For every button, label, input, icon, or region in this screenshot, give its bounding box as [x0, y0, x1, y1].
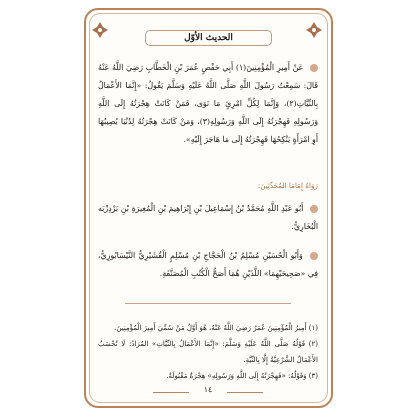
decorative-ornament-left-icon	[91, 21, 109, 39]
footnotes-section	[98, 320, 318, 384]
page-number: ١٤	[193, 385, 223, 394]
footnote-1: (١) أَمِيرُ الْمُؤْمِنِينَ عُمَرُ رَضِيَ اللَّهُ عَنْهُ، هُوَ أَوَّلُ مَنْ سُمِّيَ أَمِيرَ الْمُؤْمِنِينَ.	[114, 324, 318, 332]
decorative-ornament-right-icon	[305, 21, 323, 39]
narrator-1-text: أَبُو عَبْدِ اللَّهِ مُحَمَّدُ بْنُ إِسْمَاعِيلَ بْنِ إِبْرَاهِيمَ بْنِ الْمُغِيرَةِ بْنِ بَرْدِزْبَه الْبُخَارِيُّ.	[98, 204, 318, 231]
narrator-2-text: وَأَبُو الْحُسَيْنِ مُسْلِمُ بْنُ الْحَجَّاجِ بْنِ مُسْلِمٍ الْقُشَيْرِيُّ النَّيْسَابُورِيُّ، فِي «صَحِيحَيْهِمَا» اللَّذَيْنِ هُمَا أَصَحُّ الْكُتُبِ الْمُصَنَّفَةِ.	[98, 251, 318, 278]
chapter-title: الحديث الأوّل	[145, 30, 272, 46]
bullet-icon	[310, 64, 318, 72]
narrator-paragraph-1	[98, 200, 318, 236]
bullet-icon	[310, 252, 318, 260]
footnote-divider	[125, 303, 291, 304]
transmission-heading: رَوَاهُ إِمَامَا المُحَدِّثِينَ:	[257, 181, 318, 190]
footnote-3: (٣) وَقَوْلُهُ: «فَهِجْرَتُهُ إِلَى اللَّهِ وَرَسُولِهِ» هِجْرَةٌ مَقْبُولَةٌ.	[166, 372, 318, 380]
hadith-paragraph: عَنْ أَمِيرِ الْمُؤْمِنِينَ(١) أَبِي حَفْصٍ عُمَرَ بْنِ الْخَطَّابِ رَضِيَ اللَّهُ عَنْهُ قَالَ: سَمِعْتُ رَسُولَ اللَّهِ صَلَّى اللَّهُ عَلَيْهِ وَسَلَّمَ يَقُولُ: «إِنَّمَا الأَعْمَالُ بِالنِّيَّاتِ(٢)، وَإِنَّمَا لِكُلِّ امْرِئٍ مَا نَوَى، فَمَنْ كَانَتْ هِجْرَتُهُ إِلَى اللَّهِ وَرَسُولِهِ فَهِجْرَتُهُ إِلَى اللَّهِ وَرَسُولِهِ(٣)، وَمَنْ كَانَتْ هِجْرَتُهُ لِدُنْيَا يُصِيبُهَا أَوِ امْرَأَةٍ يَنْكِحُهَا فَهِجْرَتُهُ إِلَى مَا هَاجَرَ إِلَيْهِ».	[98, 63, 318, 144]
bullet-icon	[310, 205, 318, 213]
narrator-paragraph-2	[98, 247, 318, 283]
footnote-2: (٢) قَوْلُهُ صَلَّى اللَّهُ عَلَيْهِ وَسَلَّمَ: «إِنَّمَا الأَعْمَالُ بِالنِّيَّاتِ» المُرَادُ: لَا تُحْسَبُ الأَعْمَالُ الشَّرْعِيَّةُ إِلَّا بِالنِّيَّةِ.	[98, 340, 318, 364]
hadith-text	[98, 59, 318, 149]
